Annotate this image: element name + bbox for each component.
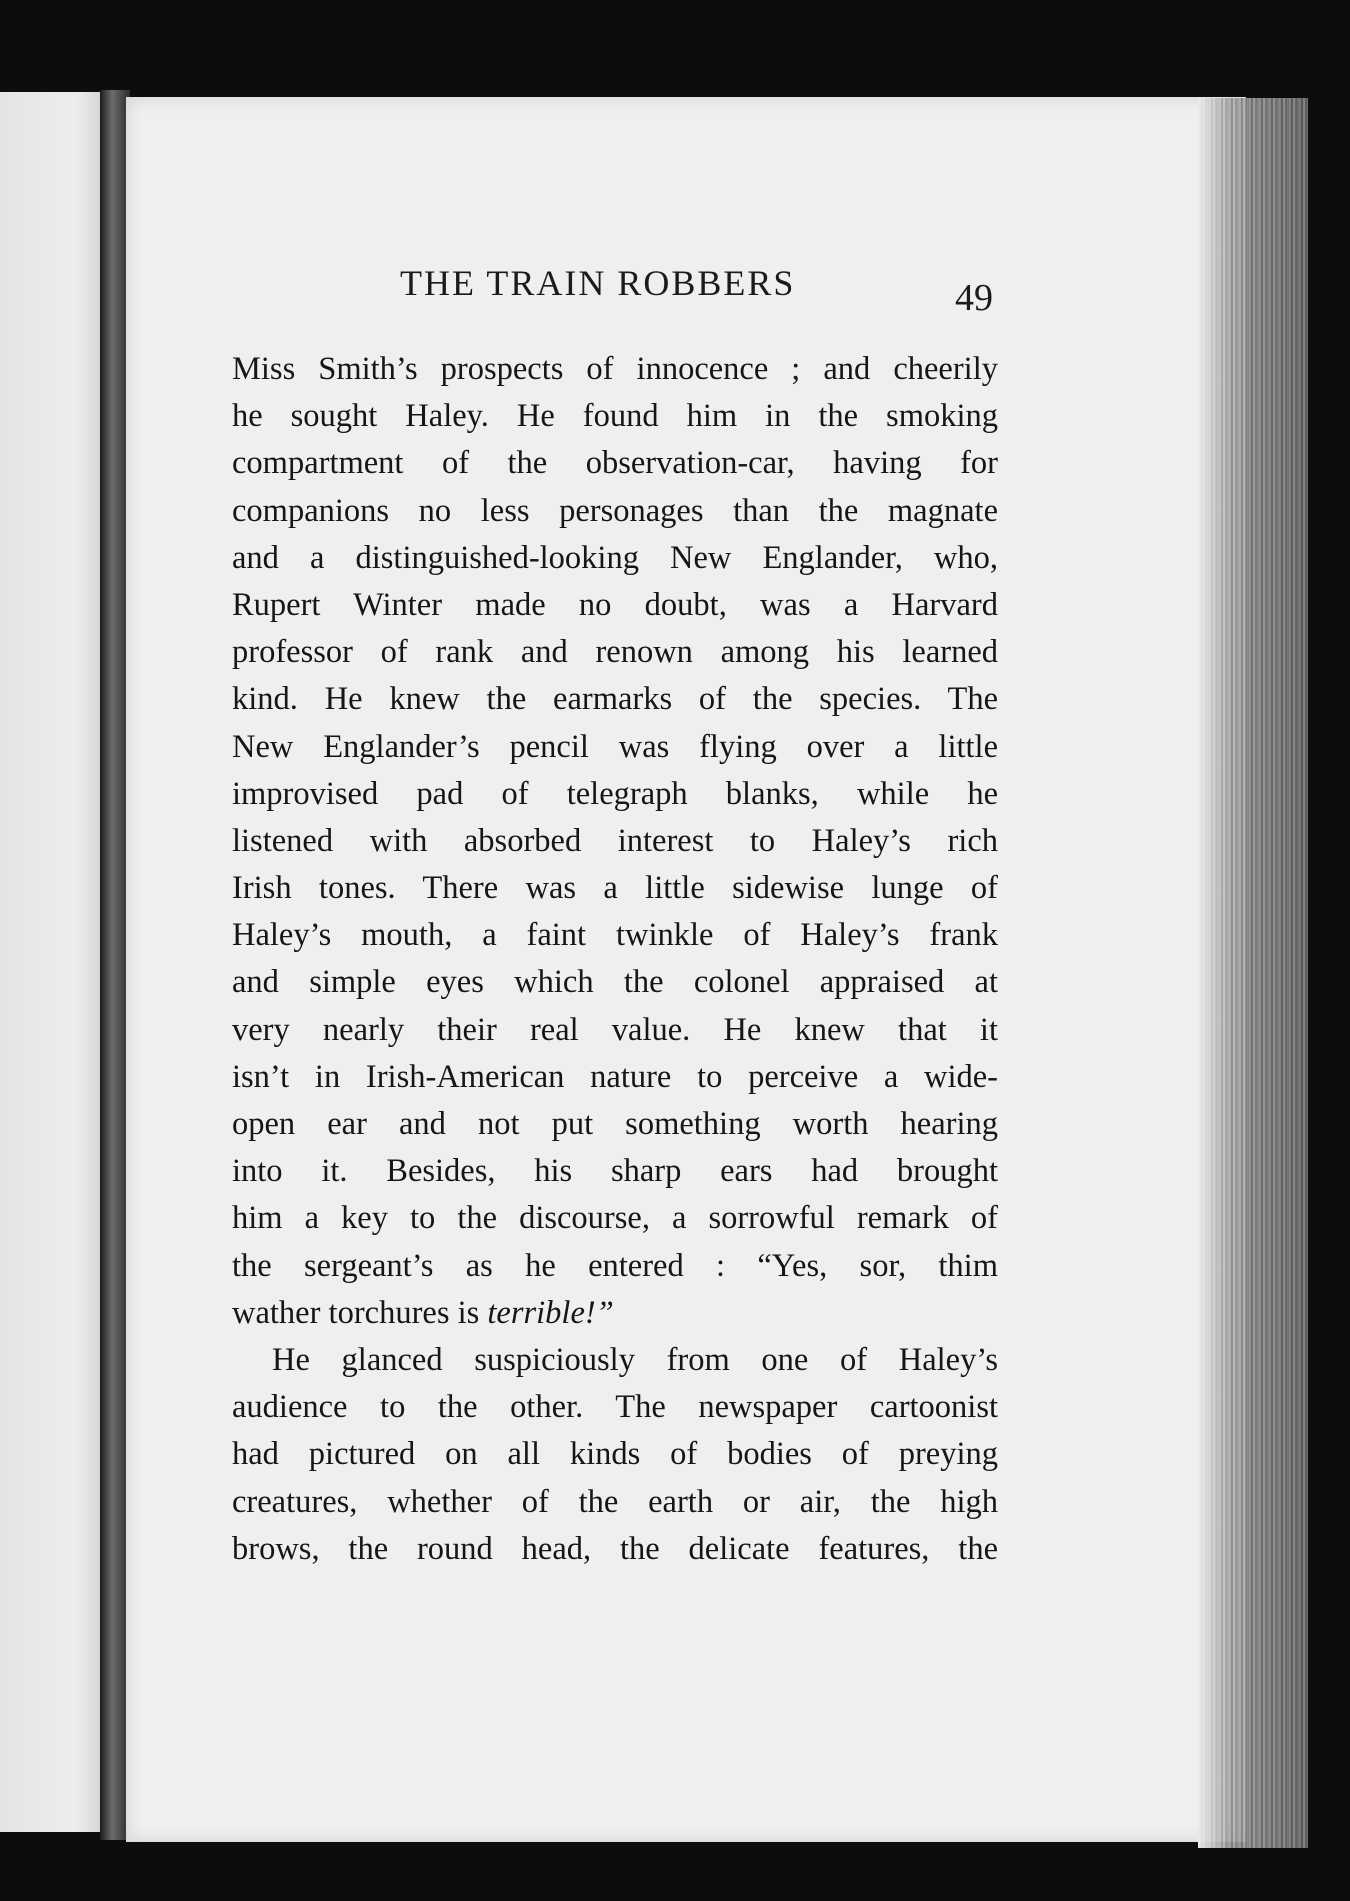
text-line: Miss Smith’s prospects of innocence ; and cheerily — [232, 351, 998, 387]
text-line: creatures, whether of the earth or air, the high — [232, 1483, 998, 1520]
text-line: compartment of the observation-car, having for — [232, 445, 998, 482]
paragraph — [232, 346, 998, 1337]
previous-page-edge — [0, 92, 108, 1832]
text-line-final — [232, 1290, 998, 1337]
text-line: him a key to the discourse, a sorrowful remark of — [232, 1200, 998, 1237]
text-span: wather torchures is — [232, 1294, 488, 1331]
text-line: Rupert Winter made no doubt, was a Harvard — [232, 586, 998, 623]
text-line: professor of rank and renown among his learned — [232, 634, 998, 671]
text-line: and simple eyes which the colonel appraised at — [232, 964, 998, 1001]
text-line: into it. Besides, his sharp ears had brought — [232, 1153, 998, 1190]
text-line: listened with absorbed interest to Haley’s rich — [232, 822, 998, 859]
text-line: the sergeant’s as he entered : “Yes, sor, thim — [232, 1247, 998, 1284]
body-text — [232, 346, 998, 1573]
text-line: brows, the round head, the delicate features, the — [232, 1530, 998, 1567]
text-line: he sought Haley. He found him in the smoking — [232, 398, 998, 435]
paragraph — [232, 1337, 998, 1573]
text-line: and a distinguished-looking New Englander, who, — [232, 539, 998, 576]
page-stack-shading — [1198, 98, 1308, 1848]
text-line: kind. He knew the earmarks of the species. The — [232, 681, 998, 718]
text-line: open ear and not put something worth hearing — [232, 1106, 998, 1142]
text-line: Irish tones. There was a little sidewise lunge of — [232, 870, 998, 907]
text-line: New Englander’s pencil was flying over a little — [232, 728, 998, 765]
text-line: audience to the other. The newspaper cartoonist — [232, 1389, 998, 1426]
text-line: He glanced suspiciously from one of Haley’s — [272, 1341, 998, 1378]
text-line: had pictured on all kinds of bodies of preying — [232, 1436, 998, 1473]
text-line: Haley’s mouth, a faint twinkle of Haley’s frank — [232, 917, 998, 954]
page-number: 49 — [955, 277, 993, 319]
text-line: companions no less personages than the magnate — [232, 492, 998, 529]
text-line: improvised pad of telegraph blanks, while he — [232, 775, 998, 812]
text-line: isn’t in Irish-American nature to perceive a wide- — [232, 1058, 998, 1095]
italic-emphasis: terrible!” — [487, 1294, 614, 1331]
running-head: THE TRAIN ROBBERS — [400, 263, 796, 303]
text-line: very nearly their real value. He knew that it — [232, 1011, 998, 1048]
